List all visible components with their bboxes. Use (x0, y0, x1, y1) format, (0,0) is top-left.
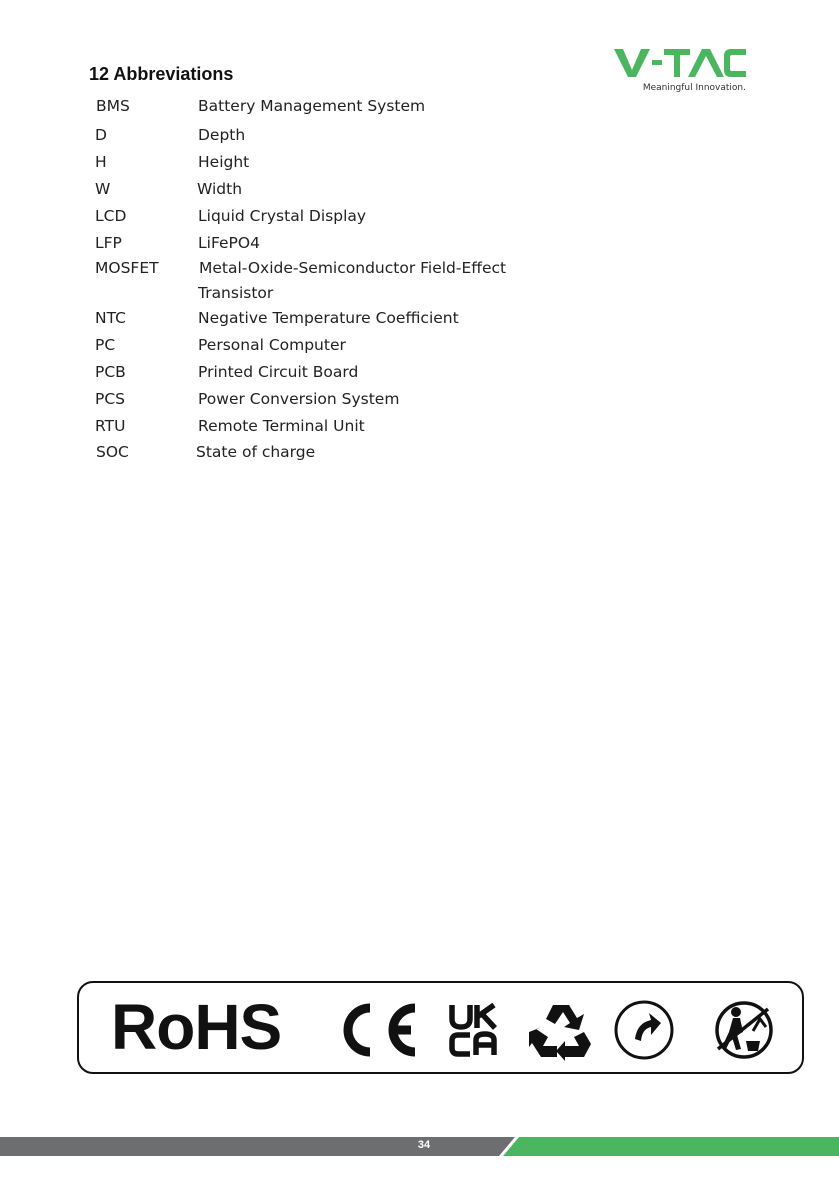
green-dot-icon (613, 999, 675, 1061)
abbr-definition: Width (197, 180, 243, 198)
ukca-mark-icon (449, 1003, 503, 1057)
ce-mark-icon (335, 1003, 419, 1057)
section-heading: 12 Abbreviations (89, 64, 234, 84)
tidyman-icon (713, 999, 775, 1061)
abbr-term: LCD (95, 207, 127, 225)
page-number: 34 (417, 1139, 431, 1151)
abbr-definition: Power Conversion System (198, 390, 400, 408)
logo-tagline: Meaningful Innovation. (642, 83, 746, 93)
abbr-term: W (95, 180, 111, 198)
abbr-definition: Depth (198, 126, 246, 144)
abbr-term: PCS (95, 390, 126, 408)
abbr-term: PCB (95, 363, 126, 381)
rohs-mark: RoHS (111, 991, 282, 1063)
abbr-term: PC (95, 336, 116, 354)
abbr-definition: Printed Circuit Board (198, 363, 359, 381)
abbr-term: RTU (95, 417, 126, 435)
abbr-definition: Remote Terminal Unit (198, 417, 365, 435)
abbr-definition: Battery Management System (198, 97, 426, 115)
abbr-definition: Negative Temperature Coefficient (198, 309, 459, 327)
abbr-term: H (95, 153, 107, 171)
recycle-icon (529, 999, 593, 1061)
abbr-definition: Liquid Crystal Display (198, 207, 367, 225)
abbr-definition: State of charge (196, 443, 316, 461)
abbr-term: MOSFET (95, 259, 159, 277)
v-tac-logo (612, 44, 752, 94)
certification-box (77, 981, 804, 1074)
abbr-definition: Transistor (198, 284, 274, 302)
abbr-term: LFP (95, 234, 122, 252)
abbr-definition: LiFePO4 (198, 234, 260, 252)
abbr-definition: Height (198, 153, 250, 171)
abbr-term: SOC (96, 443, 129, 461)
abbr-term: D (95, 126, 107, 144)
abbr-definition: Metal-Oxide-Semiconductor Field-Effect (199, 259, 507, 277)
abbr-term: BMS (96, 97, 130, 115)
abbr-term: NTC (95, 309, 126, 327)
abbr-definition: Personal Computer (198, 336, 346, 354)
